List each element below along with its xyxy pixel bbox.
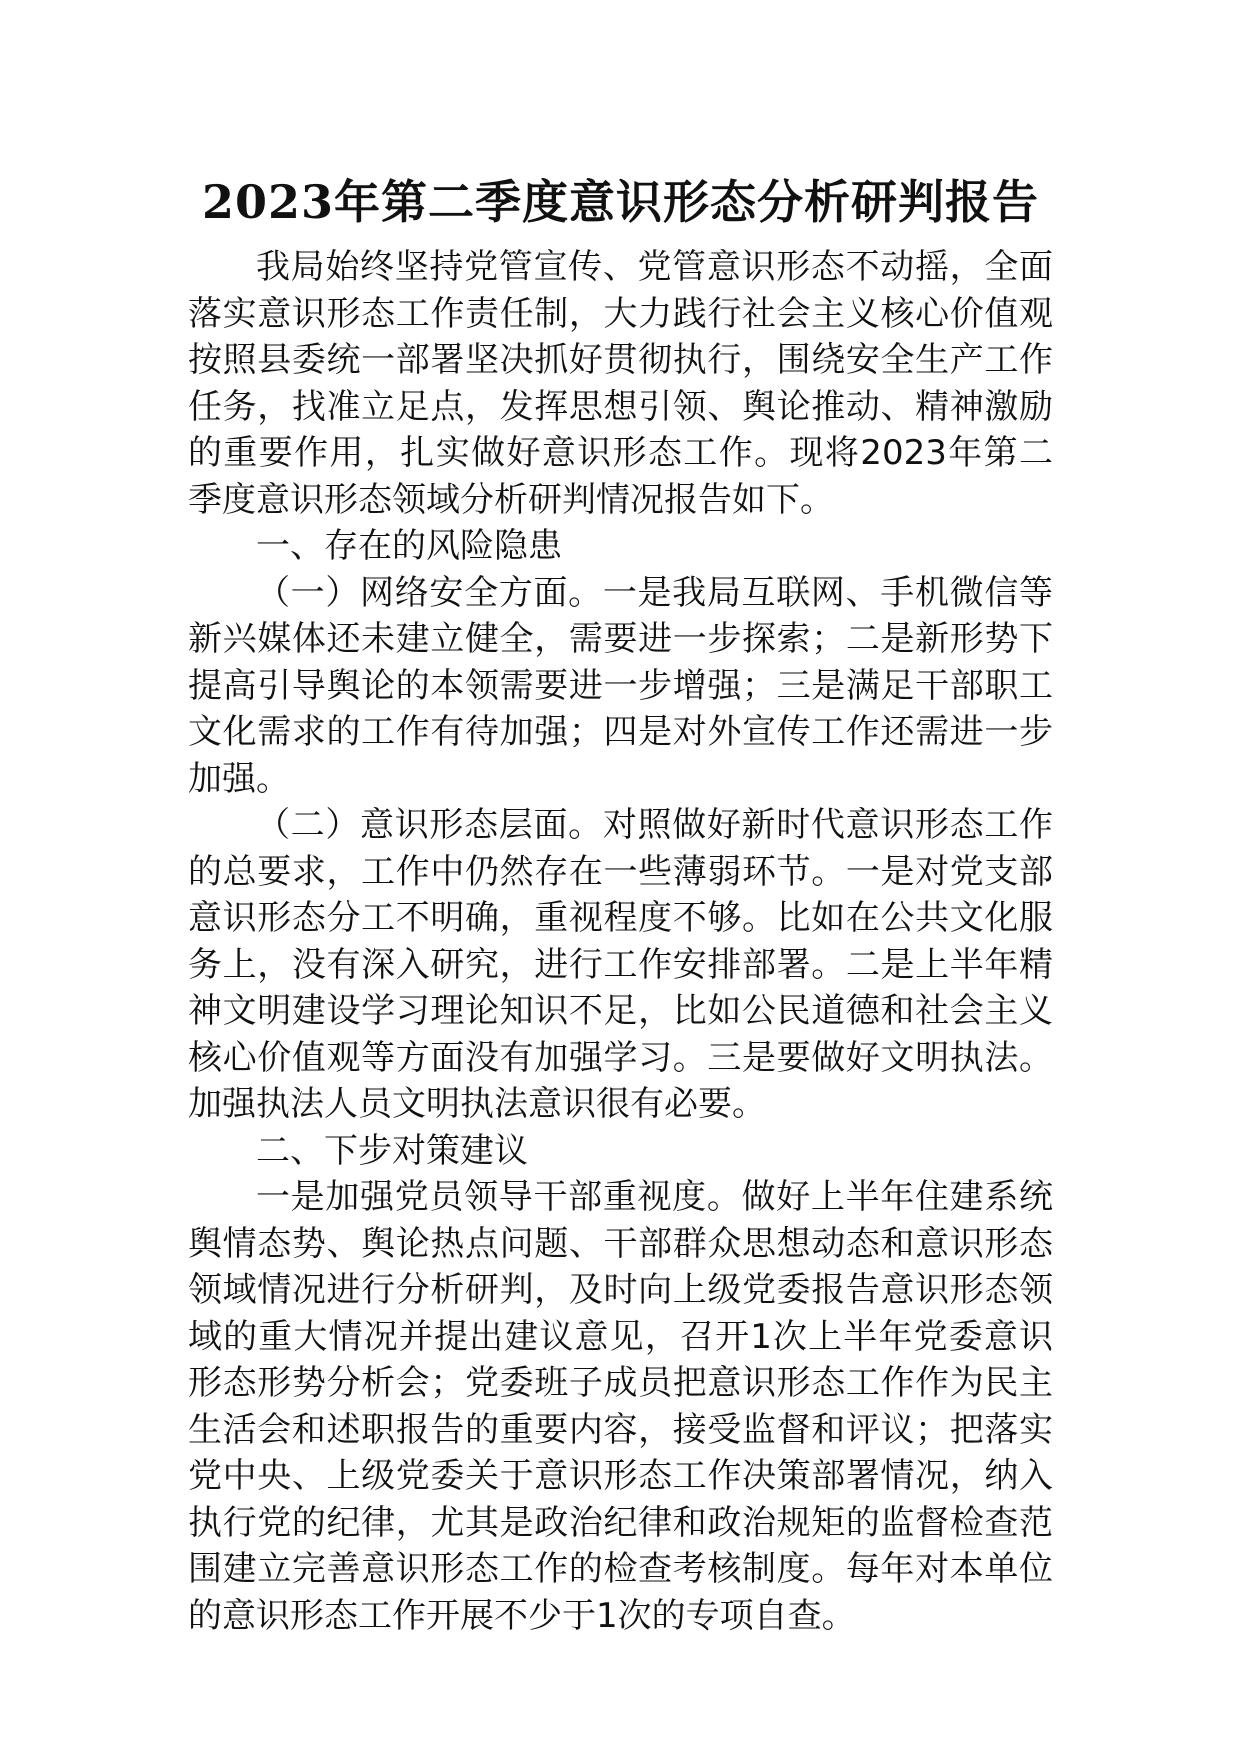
document-title: 2023年第二季度意识形态分析研判报告 xyxy=(201,175,1040,229)
paragraph-suggestion-one: 一是加强党员领导干部重视度。做好上半年住建系统舆情态势、舆论热点问题、干部群众思想动态和意识形态领域情况进行分析研判，及时向上级党委报告意识形态领域的重大情况并提出建议意见，召开1次上半年党委意识形态形势分析会；党委班子成员把意识形态工作作为民主生活会和述职报告的重要内容，接受监督和评议；把落实党中央、上级党委关于意识形态工作决策部署情况，纳入执行党的纪律，尤其是政治纪律和政治规矩的监督检查范围建立完善意识形态工作的检查考核制度。每年对本单位的意识形态工作开展不少于1次的专项自查。 xyxy=(188,1177,1053,1636)
paragraph-network-security: （一）网络安全方面。一是我局互联网、手机微信等新兴媒体还未建立健全，需要进一步探索；二是新形势下提高引导舆论的本领需要进一步增强；三是满足干部职工文化需求的工作有待加强；四是对外宣传工作还需进一步加强。 xyxy=(188,572,1053,799)
paragraph-ideology-level: （二）意识形态层面。对照做好新时代意识形态工作的总要求，工作中仍然存在一些薄弱环节。一是对党支部意识形态分工不明确，重视程度不够。比如在公共文化服务上，没有深入研究，进行工作安排部署。二是上半年精神文明建设学习理论知识不足，比如公民道德和社会主义核心价值观等方面没有加强学习。三是要做好文明执法。加强执法人员文明执法意识很有必要。 xyxy=(188,805,1053,1124)
document-body xyxy=(188,244,1053,1639)
section-heading-suggestions: 二、下步对策建议 xyxy=(256,1130,528,1171)
section-heading-risks: 一、存在的风险隐患 xyxy=(256,526,562,566)
document-page xyxy=(188,160,1053,1639)
intro-paragraph: 我局始终坚持党管宣传、党管意识形态不动摇，全面落实意识形态工作责任制，大力践行社会主义核心价值观按照县委统一部署坚决抓好贯彻执行，围绕安全生产工作任务，找准立足点，发挥思想引领、舆论推动、精神激励的重要作用，扎实做好意识形态工作。现将2023年第二季度意识形态领域分析研判情况报告如下。 xyxy=(188,247,1053,520)
